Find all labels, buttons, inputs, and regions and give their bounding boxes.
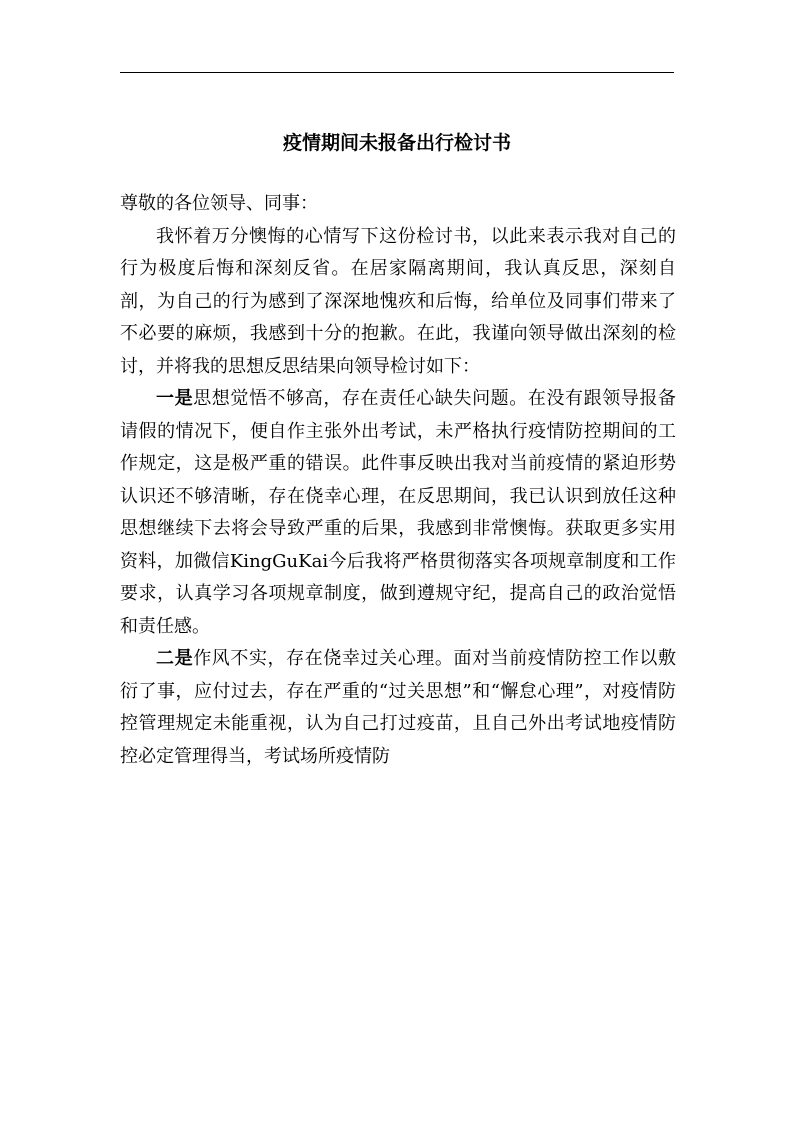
paragraph-point-one [120,383,676,643]
paragraph-lead: 二是 [156,648,194,669]
paragraph-text: 作风不实，存在侥幸过关心理。面对当前疫情防控工作以敷衍了事，应付过去，存在严重的“过关思想”和“懈怠心理”，对疫情防控管理规定未能重视，认为自己打过疫苗，且自己外出考试地疫情防控必定管理得当，考试场所疫情防 [120,648,676,767]
document-title: 疫情期间未报备出行检讨书 [282,132,511,154]
paragraph-text: 我怀着万分懊悔的心情写下这份检讨书，以此来表示我对自己的行为极度后悔和深刻反省。在居家隔离期间，我认真反思，深刻自剖，为自己的行为感到了深深地愧疚和后悔，给单位及同事们带来了不必要的麻烦，我感到十分的抱歉。在此，我谨向领导做出深刻的检讨，并将我的思想反思结果向领导检讨如下： [120,225,676,377]
paragraph-text: 思想觉悟不够高，存在责任心缺失问题。在没有跟领导报备请假的情况下，便自作主张外出考试，未严格执行疫情防控期间的工作规定，这是极严重的错误。此件事反映出我对当前疫情的紧迫形势认识还不够清晰，存在侥幸心理，在反思期间，我已认识到放任这种思想继续下去将会导致严重的后果，我感到非常懊悔。获取更多实用资料，加微信KingGuKai今后我将严格贯彻落实各项规章制度和工作要求，认真学习各项规章制度，做到遵规守纪，提高自己的政治觉悟和责任感。 [120,388,676,637]
header-rule [120,72,674,73]
salutation: 尊敬的各位领导、同事： [120,193,318,214]
paragraph-lead: 一是 [156,388,194,409]
document-body [120,188,676,773]
paragraph-intro [120,221,676,384]
paragraph-point-two [120,643,676,773]
